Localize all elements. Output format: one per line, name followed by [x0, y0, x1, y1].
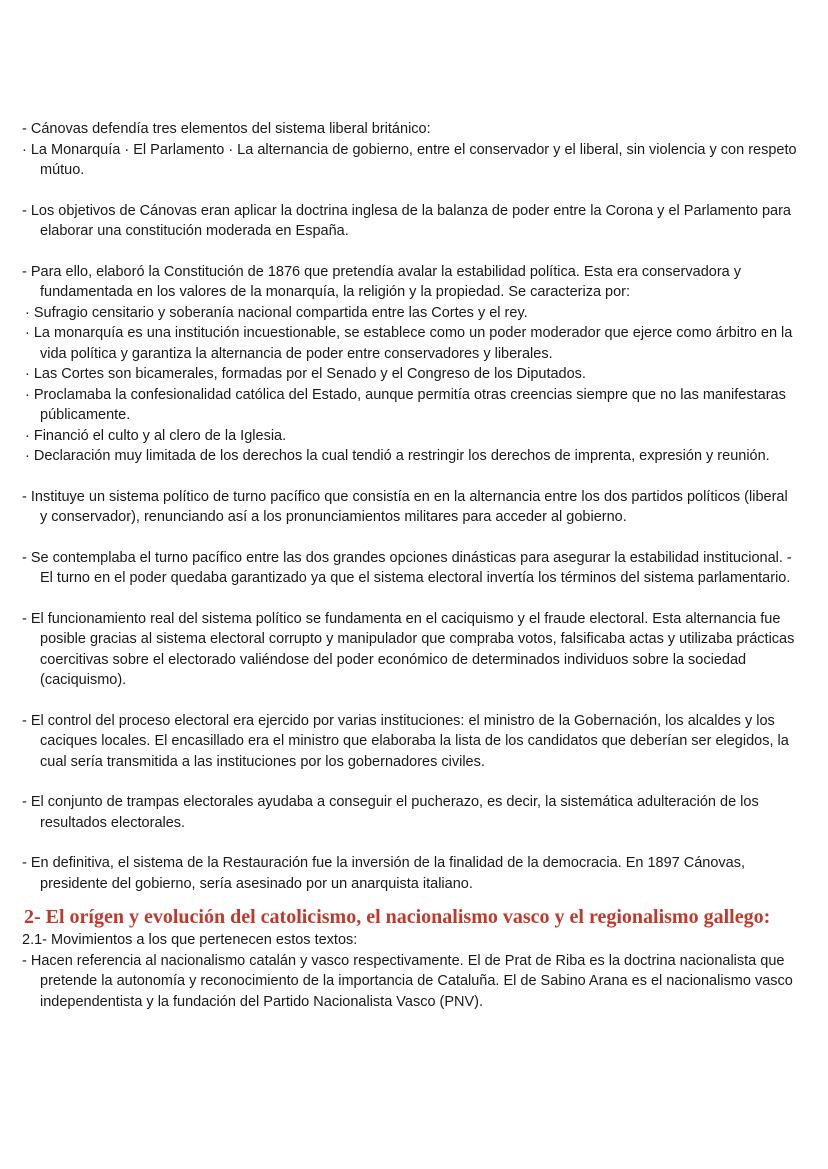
list-item-constitution: · La monarquía es una institución incuestionable, se establece como un poder moderador que ejerce como árbitro en la vida política y garantiza la alternancia de poder entre conservadores y liberales. — [25, 325, 793, 362]
paragraph-constitution-intro: - Para ello, elaboró la Constitución de 1876 que pretendía avalar la estabilidad política. Esta era conservadora y fundamentada en los valores de la monarquía, la religión y la propiedad. Se caracteriza por: — [22, 263, 741, 300]
list-item-constitution: · Las Cortes son bicamerales, formadas por el Senado y el Congreso de los Diputados. — [25, 366, 586, 382]
paragraph-control-electoral: - El control del proceso electoral era ejercido por varias instituciones: el ministro de la Gobernación, los alcaldes y los caciques locales. El encasillado era el ministro que elaboraba la lista de los candidatos que deberían ser elegidos, la cual sería transmitida a las instituciones por los gobernadores civiles. — [22, 712, 789, 770]
paragraph-canovas-intro: - Cánovas defendía tres elementos del sistema liberal británico: — [22, 121, 431, 137]
paragraph-turno-pacifico: - Instituye un sistema político de turno pacífico que consistía en en la alternancia entre los dos partidos políticos (liberal y conservador), renunciando así a los pronunciamientos militares para acceder al gobierno. — [22, 488, 788, 525]
list-item-constitution: · Declaración muy limitada de los derechos la cual tendió a restringir los derechos de imprenta, expresión y reunión. — [25, 448, 770, 464]
list-item-constitution: · Proclamaba la confesionalidad católica del Estado, aunque permitía otras creencias siempre que no las manifestaras públicamente. — [25, 386, 786, 423]
paragraph-pucherazo: - El conjunto de trampas electorales ayudaba a conseguir el pucherazo, es decir, la sistemática adulteración de los resultados electorales. — [22, 794, 759, 831]
list-item-constitution: · Financió el culto y al clero de la Iglesia. — [25, 427, 287, 444]
document-page — [0, 119, 828, 1012]
list-item-constitution: · Sufragio censitario y soberanía nacional compartida entre las Cortes y el rey. — [25, 304, 528, 321]
subsection-heading: 2.1- Movimientos a los que pertenecen estos textos: — [22, 932, 358, 948]
paragraph-canovas-elements: · La Monarquía · El Parlamento · La alternancia de gobierno, entre el conservador y el liberal, sin violencia y con respeto mútuo. — [22, 141, 797, 178]
paragraph-conclusion: - En definitiva, el sistema de la Restauración fue la inversión de la finalidad de la democracia. En 1897 Cánovas, presidente del gobierno, sería asesinado por un anarquista italiano. — [22, 855, 745, 892]
section-heading: 2- El orígen y evolución del catolicismo, el nacionalismo vasco y el regionalismo gallego: — [24, 906, 771, 928]
paragraph-canovas-objectives: - Los objetivos de Cánovas eran aplicar la doctrina inglesa de la balanza de poder entre la Corona y el Parlamento para elaborar una constitución moderada en España. — [22, 202, 791, 239]
paragraph-opciones-dinasticas: - Se contemplaba el turno pacífico entre las dos grandes opciones dinásticas para asegurar la estabilidad institucional. - El turno en el poder quedaba garantizado ya que el sistema electoral invertía los términos del sistema parlamentario. — [22, 549, 792, 586]
paragraph-caciquismo: - El funcionamiento real del sistema político se fundamenta en el caciquismo y el fraude electoral. Esta alternancia fue posible gracias al sistema electoral corrupto y manipulador que compraba votos, falsificaba actas y utilizaba prácticas coercitivas sobre el electorado valiéndose del poder económico de determinados individuos sobre la sociedad (caciquismo). — [22, 610, 795, 688]
paragraph-nacionalismos: - Hacen referencia al nacionalismo catalán y vasco respectivamente. El de Prat de Riba es la doctrina nacionalista que pretende la autonomía y reconocimiento de la importancia de Cataluña. El de Sabino Arana es el nacionalismo vasco independentista y la fundación del Partido Nacionalista Vasco (PNV). — [22, 952, 793, 1010]
